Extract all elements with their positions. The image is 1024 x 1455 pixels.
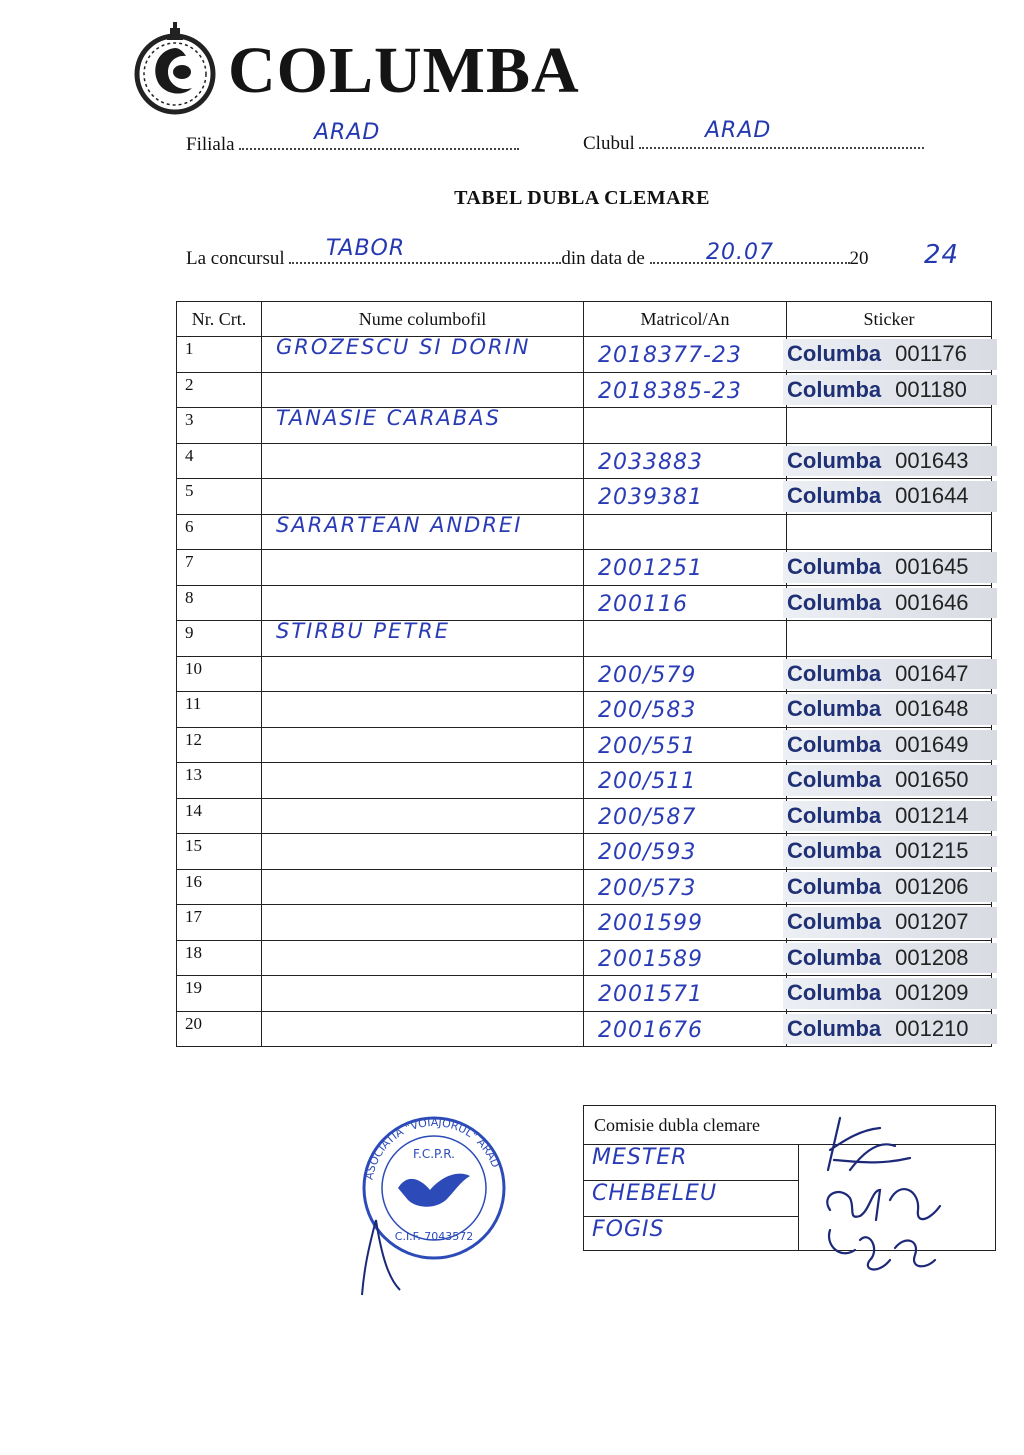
table-row [177,940,992,976]
year-prefix: 20 [849,248,869,269]
row-name-cell [262,656,584,692]
row-matricol-cell [584,479,787,515]
row-nr: 17 [185,907,202,926]
sticker-number: 001207 [895,909,969,935]
sticker-label [783,481,997,512]
brand-name: COLUMBA [228,34,580,107]
row-matricol-cell [584,656,787,692]
sticker-brand: Columba [787,873,882,899]
committee-signatures-icon [800,1110,990,1280]
row-nr-cell [177,479,262,515]
columba-logo-icon [130,22,220,118]
committee-title: Comisie dubla clemare [584,1106,996,1145]
row-nr: 14 [185,800,202,820]
row-nr: 3 [185,410,194,429]
row-nr: 18 [185,942,202,962]
row-matricol-cell [584,692,787,728]
row-matricol: 200/511 [598,769,697,794]
row-nr: 10 [185,658,202,678]
row-name-cell [262,443,584,479]
clubul-value: ARAD [705,118,772,143]
table-row [177,585,992,621]
row-name-cell [262,337,584,373]
row-sticker-cell [787,940,992,976]
row-nr: 7 [185,552,194,571]
table-row [177,834,992,870]
row-nr: 12 [185,729,202,749]
table-row [177,727,992,763]
row-nr-cell [177,727,262,763]
sticker-label [783,943,997,974]
row-matricol: 2001676 [598,1017,703,1043]
row-nr: 13 [185,765,202,784]
row-name-cell [262,905,584,941]
sticker-brand: Columba [787,731,882,757]
sticker-number: 001210 [895,1015,969,1041]
row-matricol: 2001251 [598,556,703,581]
row-name-cell [262,834,584,870]
row-nr-cell [177,408,262,444]
sticker-label [783,730,997,761]
row-sticker-cell [787,479,992,515]
concurs-label: La concursul [186,248,285,269]
row-name-cell [262,550,584,586]
table-row [177,514,992,550]
table-row [177,869,992,905]
row-name-cell [262,585,584,621]
sticker-brand: Columba [787,341,882,367]
row-name: GROZESCU SI DORIN [276,335,531,359]
table-row [177,550,992,586]
sticker-label [783,694,997,725]
table-row [177,763,992,799]
sticker-number: 001214 [895,802,969,828]
sticker-number: 001208 [895,944,969,970]
sticker-number: 001176 [895,341,967,367]
committee-member: CHEBELEU [584,1181,799,1217]
row-name: SARARTEAN ANDREI [276,512,523,537]
sticker-number: 001647 [895,660,969,686]
table-row [177,656,992,692]
row-matricol-cell [584,443,787,479]
row-nr-cell [177,1011,262,1047]
sticker-brand: Columba [787,447,882,473]
row-sticker-cell [787,656,992,692]
row-matricol: 200/593 [598,840,697,865]
stamp-mid-text: F.C.P.R. [413,1147,455,1161]
row-name-cell [262,763,584,799]
row-sticker-cell [787,976,992,1012]
row-nr-cell [177,798,262,834]
table-row [177,408,992,444]
row-nr: 15 [185,836,202,855]
sticker-brand: Columba [787,376,882,402]
table-body [177,337,992,1047]
row-matricol: 2018385-23 [598,378,742,404]
row-nr-cell [177,976,262,1012]
table-row [177,479,992,515]
sticker-brand: Columba [787,802,882,828]
year-suffix: 24 [924,240,960,270]
row-name-cell [262,869,584,905]
row-matricol: 2001599 [598,911,703,936]
header-nr: Nr. Crt. [177,302,262,337]
sticker-label [783,801,997,832]
row-nr: 9 [185,623,194,642]
row-nr: 11 [185,694,202,713]
row-nr-cell [177,514,262,550]
table-row [177,692,992,728]
sticker-label [783,978,997,1009]
row-sticker-cell [787,1011,992,1047]
row-matricol-cell [584,1011,787,1047]
row-name-cell [262,1011,584,1047]
row-matricol-cell [584,798,787,834]
row-name: TANASIE CARABAS [276,406,501,430]
page-title: TABEL DUBLA CLEMARE [454,187,710,209]
concurs-value: TABOR [326,236,406,261]
sticker-label [783,659,997,690]
row-sticker-cell [787,727,992,763]
row-matricol: 200/579 [598,662,697,688]
row-sticker-cell [787,763,992,799]
row-matricol-cell [584,834,787,870]
row-nr-cell [177,585,262,621]
row-nr-cell [177,621,262,657]
row-nr-cell [177,337,262,373]
sticker-label [783,1014,997,1045]
row-matricol-cell [584,372,787,408]
sticker-label [783,339,997,370]
row-name-cell [262,372,584,408]
row-name-cell [262,798,584,834]
sticker-brand: Columba [787,1015,882,1041]
sticker-brand: Columba [787,767,882,793]
row-nr: 2 [185,374,194,394]
header-sticker: Sticker [787,302,992,337]
date-value: 20.07 [706,240,774,265]
row-name-cell [262,621,584,657]
row-matricol: 200/551 [598,733,697,759]
sticker-brand: Columba [787,909,882,935]
table-row [177,337,992,373]
dubla-clemare-table [176,301,992,1047]
row-nr: 16 [185,871,202,891]
row-matricol: 200/587 [598,804,697,830]
sticker-label [783,552,997,583]
sticker-brand: Columba [787,838,882,864]
row-sticker-cell [787,372,992,408]
sticker-label [783,588,997,619]
row-matricol-cell [584,337,787,373]
row-matricol-cell [584,585,787,621]
sticker-brand: Columba [787,944,882,970]
filiala-label: Filiala [186,134,235,155]
row-nr-cell [177,656,262,692]
row-sticker-cell [787,585,992,621]
sticker-number: 001206 [895,873,969,899]
table-row [177,905,992,941]
sticker-label [783,446,997,477]
row-matricol: 200116 [598,591,688,617]
sticker-number: 001649 [895,731,969,757]
table-row [177,1011,992,1047]
row-matricol-cell [584,869,787,905]
sticker-label [783,836,997,867]
row-nr: 19 [185,978,202,997]
sticker-number: 001643 [895,447,969,473]
row-matricol: 2001589 [598,946,703,972]
row-nr-cell [177,834,262,870]
sticker-brand: Columba [787,660,882,686]
row-matricol: 2039381 [598,485,703,510]
row-matricol-cell [584,514,787,550]
row-name-cell [262,514,584,550]
row-matricol: 2033883 [598,449,703,475]
row-matricol-cell [584,940,787,976]
row-nr-cell [177,372,262,408]
sticker-brand: Columba [787,554,882,580]
sticker-number: 001645 [895,554,969,580]
row-sticker-cell [787,408,992,444]
row-sticker-cell [787,869,992,905]
row-matricol-cell [584,550,787,586]
row-nr: 8 [185,587,194,607]
filiala-value: ARAD [314,120,381,145]
committee-member: FOGIS [584,1217,799,1251]
row-matricol: 200/583 [598,698,697,723]
table-header-row [177,302,992,337]
row-matricol-cell [584,763,787,799]
committee-member: MESTER [584,1145,799,1181]
table-row [177,976,992,1012]
row-matricol: 2001571 [598,982,703,1007]
sticker-number: 001644 [895,483,969,509]
row-sticker-cell [787,834,992,870]
sticker-brand: Columba [787,696,882,722]
date-label: din data de [561,248,645,269]
clubul-label: Clubul [583,133,635,154]
row-nr-cell [177,869,262,905]
row-sticker-cell [787,337,992,373]
row-nr: 1 [185,339,194,358]
row-nr-cell [177,692,262,728]
sticker-label [783,907,997,938]
row-nr-cell [177,763,262,799]
row-matricol-cell [584,727,787,763]
sticker-number: 001180 [895,376,967,402]
row-sticker-cell [787,550,992,586]
sticker-label [783,375,997,406]
sticker-label [783,872,997,903]
row-matricol-cell [584,905,787,941]
row-name-cell [262,727,584,763]
row-sticker-cell [787,692,992,728]
table-row [177,621,992,657]
row-nr: 5 [185,481,194,500]
row-matricol-cell [584,976,787,1012]
sticker-number: 001646 [895,589,969,615]
row-name-cell [262,976,584,1012]
table-row [177,798,992,834]
row-sticker-cell [787,443,992,479]
sticker-number: 001650 [895,767,969,793]
row-name-cell [262,692,584,728]
row-nr: 4 [185,445,194,465]
row-sticker-cell [787,798,992,834]
row-sticker-cell [787,621,992,657]
row-name-cell [262,408,584,444]
sticker-label [783,765,997,796]
table-row [177,372,992,408]
row-nr: 6 [185,516,194,536]
row-name-cell [262,479,584,515]
sticker-number: 001209 [895,980,969,1006]
row-name: STIRBU PETRE [276,619,451,643]
row-nr-cell [177,905,262,941]
row-nr: 20 [185,1013,202,1033]
row-matricol: 200/573 [598,875,697,901]
sticker-brand: Columba [787,589,882,615]
association-stamp [350,1110,520,1300]
sticker-number: 001215 [895,838,969,864]
header-nume: Nume columbofil [262,302,584,337]
row-nr-cell [177,940,262,976]
sticker-brand: Columba [787,483,882,509]
row-matricol: 2018377-23 [598,343,742,368]
row-nr-cell [177,443,262,479]
stamp-cif-text: C.I.F. 7043572 [394,1230,474,1243]
row-sticker-cell [787,905,992,941]
row-sticker-cell [787,514,992,550]
row-nr-cell [177,550,262,586]
sticker-brand: Columba [787,980,882,1006]
row-matricol-cell [584,408,787,444]
sticker-number: 001648 [895,696,969,722]
row-name-cell [262,940,584,976]
table-row [177,443,992,479]
row-matricol-cell [584,621,787,657]
dove-icon [398,1174,470,1207]
header-matricol: Matricol/An [584,302,787,337]
stamp-top-text: ASOCIATIA "VOIAJORUL" ARAD [362,1115,503,1181]
